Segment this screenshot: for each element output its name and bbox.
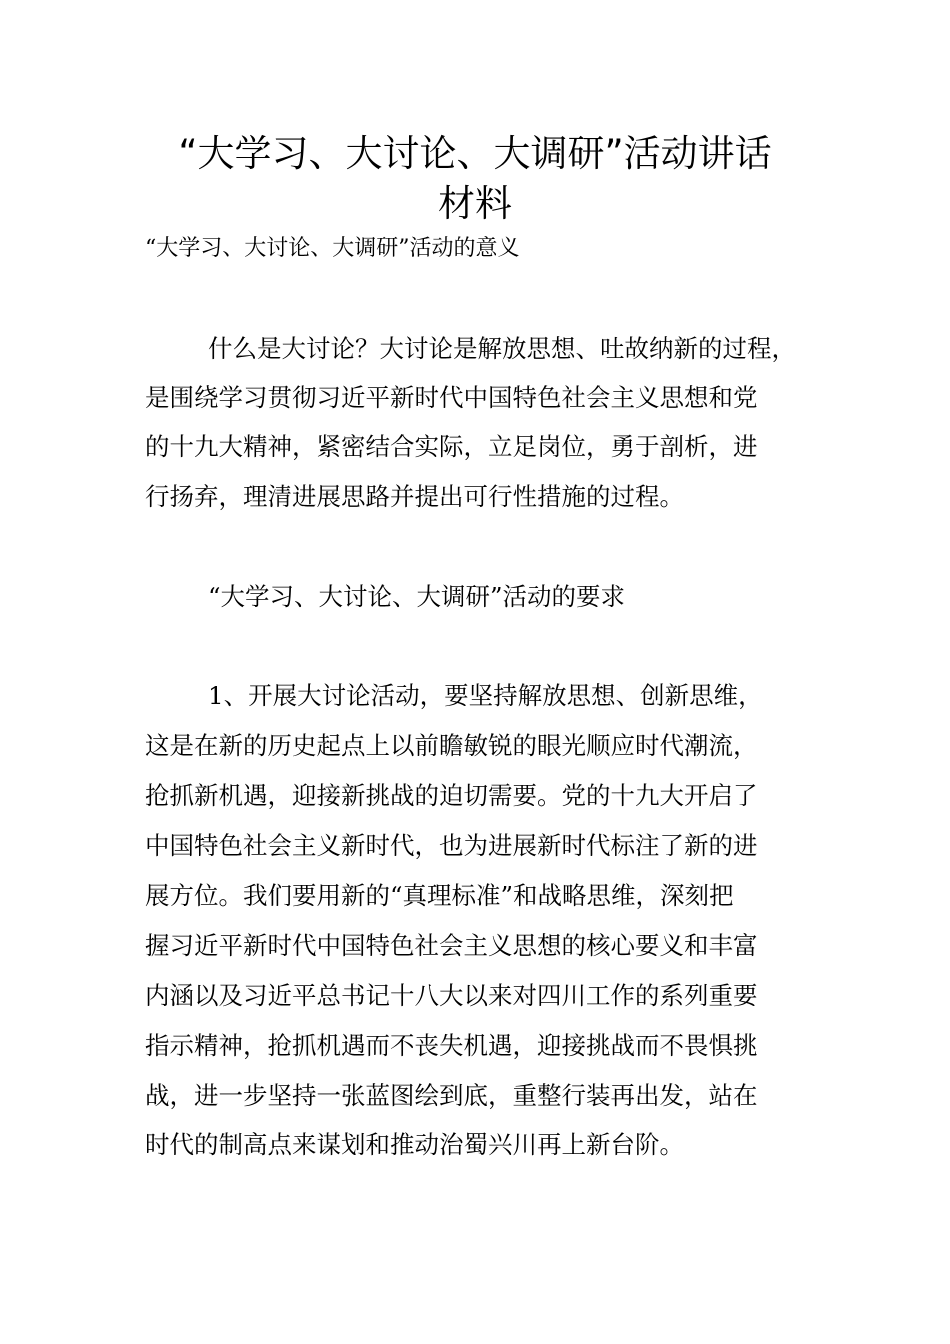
document-title-line-2: 材料	[438, 182, 512, 225]
paragraph-2-line: 指示精神，抢抓机遇而不丧失机遇，迎接挑战而不畏惧挑	[145, 1031, 758, 1060]
paragraph-1-line: 行扬弃，理清进展思路并提出可行性措施的过程。	[145, 482, 684, 511]
paragraph-1-line: 的十九大精神，紧密结合实际，立足岗位，勇于剖析，进	[145, 432, 758, 461]
paragraph-1-line: 什么是大讨论？大讨论是解放思想、吐故纳新的过程，	[208, 334, 796, 363]
paragraph-2-line: 这是在新的历史起点上以前瞻敏锐的眼光顺应时代潮流，	[145, 731, 758, 760]
paragraph-1-line: 是围绕学习贯彻习近平新时代中国特色社会主义思想和党	[145, 383, 758, 412]
paragraph-2-line: 抢抓新机遇，迎接新挑战的迫切需要。党的十九大开启了	[145, 781, 758, 810]
paragraph-2-line: 展方位。我们要用新的“真理标准”和战略思维，深刻把	[145, 881, 734, 910]
paragraph-2-line: 中国特色社会主义新时代，也为进展新时代标注了新的进	[145, 831, 758, 860]
document-title-line-1: “大学习、大讨论、大调研”活动讲话	[178, 132, 772, 175]
subtitle: “大学习、大讨论、大调研”活动的意义	[145, 236, 520, 261]
paragraph-2-line: 握习近平新时代中国特色社会主义思想的核心要义和丰富	[145, 931, 758, 960]
paragraph-2-line: 内涵以及习近平总书记十八大以来对四川工作的系列重要	[145, 981, 758, 1010]
paragraph-2-line: 时代的制高点来谋划和推动治蜀兴川再上新台阶。	[145, 1130, 684, 1159]
paragraph-2-line: 战，进一步坚持一张蓝图绘到底，重整行装再出发，站在	[145, 1081, 758, 1110]
paragraph-2-line: 1、开展大讨论活动，要坚持解放思想、创新思维，	[208, 681, 763, 710]
section-heading: “大学习、大讨论、大调研”活动的要求	[208, 582, 626, 611]
